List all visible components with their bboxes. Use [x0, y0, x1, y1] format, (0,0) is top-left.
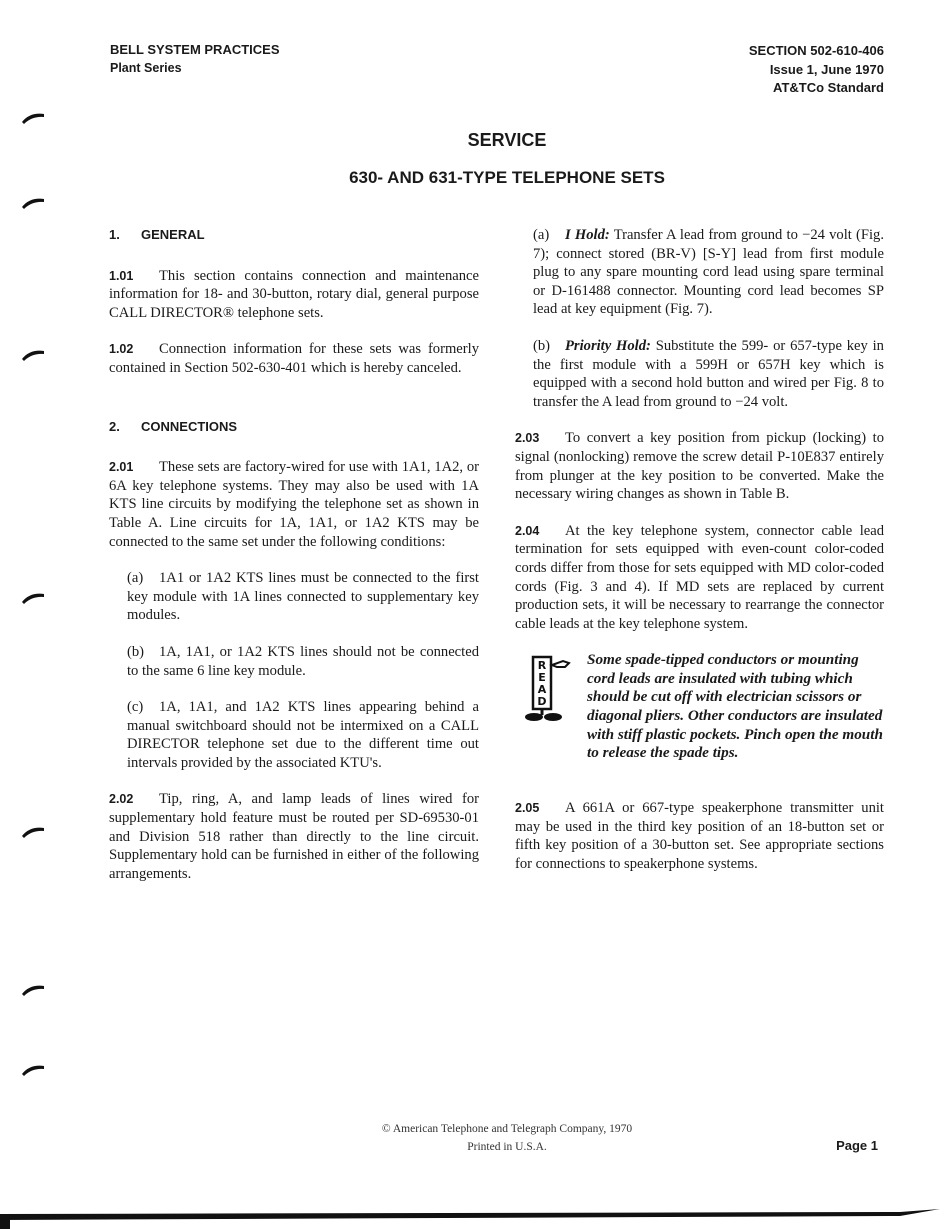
- paragraph-1-02: 1.02 Connection information for these sets was formerly contained in Section 502-630-401 which is hereby canceled.: [109, 341, 479, 376]
- section-heading-connections: 2. CONNECTIONS: [109, 418, 238, 434]
- paragraph-2-05: 2.05 A 661A or 667-type speakerphone transmitter unit may be used in the third key position of an 18-button set or fifth key position of a 30-button set. See appropriate sections for connections to speakerphone systems.: [515, 800, 884, 873]
- footer: [0, 1120, 950, 1156]
- read-letter: E: [538, 671, 546, 685]
- printed-location: Printed in U.S.A.: [467, 1141, 547, 1153]
- binder-mark: [20, 824, 48, 840]
- section-heading-general: 1. GENERAL: [109, 227, 205, 242]
- paragraph-2-01-b: (b) 1A, 1A1, or 1A2 KTS lines should not be connected to the same 6 line key module.: [127, 643, 479, 679]
- paragraph-2-02-b: (b) Priority Hold: Substitute the 599- or 657-type key in the first module with a 599H or 657H key which is equipped with a second hold button and wired per Fig. 8 to transfer the A lead from ground to −24 volt.: [533, 337, 884, 410]
- copyright-notice: © American Telephone and Telegraph Company, 1970: [381, 1123, 633, 1135]
- paragraph-2-02-a: (a) I Hold: Transfer A lead from ground to −24 volt (Fig. 7); connect stored (BR-V) [S-Y] lead from first module plug to any spare mounting cord lead using spare terminal or D-161488 connector. Mounting cord lead becomes SP lead at key equipment (Fig. 7).: [533, 227, 885, 318]
- caution-text: Some spade-tipped conductors or mounting cord leads are insulated with tubing which should be cut off with electrician scissors or diagonal pliers. Other conductors are insulated with stiff plastic pockets. Pinch open the mouth to release the spade tips.: [587, 651, 883, 762]
- caution-note: [515, 651, 884, 781]
- read-letter: R: [537, 659, 547, 673]
- binder-mark: [20, 590, 48, 606]
- paragraph-2-01-c: (c) 1A, 1A1, and 1A2 KTS lines appearing behind a manual switchboard should not be intermixed on a CALL DIRECTOR telephone set due to the different time out intervals provided by the associated KTU's.: [127, 699, 479, 771]
- binder-mark: [20, 982, 48, 998]
- left-column: [109, 226, 479, 901]
- paragraph-2-01: 2.01 These sets are factory-wired for use with 1A1, 1A2, or 6A key telephone systems. They may also be used with 1A KTS line circuits by modifying the telephone set as shown in Table A. Line circuits for 1A, 1A1, or 1A2 KTS may be connected to the same set under the following conditions:: [109, 459, 479, 550]
- section-number: SECTION 502-610-406: [748, 43, 884, 58]
- header-right: [749, 42, 884, 98]
- paragraph-1-01: 1.01 This section contains connection and maintenance information for 18- and 30-button, rotary dial, general purpose CALL DIRECTOR® telephone sets.: [109, 267, 479, 321]
- publication-series: Plant Series: [110, 61, 182, 75]
- header-left: [110, 40, 280, 78]
- publication-title: BELL SYSTEM PRACTICES: [110, 42, 280, 57]
- paragraph-2-02: 2.02 Tip, ring, A, and lamp leads of lines wired for supplementary hold feature must be routed per SD-69530-01 and Division 518 rather than directly to the line circuit. Supplementary hold can be furnished in either of the following arrangements.: [109, 791, 480, 882]
- read-caution-icon: [519, 655, 579, 725]
- paragraph-2-03: 2.03 To convert a key position from pickup (locking) to signal (nonlocking) remove the screw detail P-10E837 entirely from plunger at the key position to be converted. Make the necessary wiring changes as shown in Table B.: [515, 430, 885, 503]
- paragraph-2-04: 2.04 At the key telephone system, connector cable lead termination for sets equipped with even-count color-coded cords differ from those for sets equipped with MD color-coded cords (Fig. 3 and 4). If MD sets are replaced by current production sets, it will be necessary to rearrange the connector cable leads at the key telephone system.: [515, 522, 884, 632]
- read-letter: D: [537, 695, 547, 709]
- bottom-binding-bar: [0, 1206, 950, 1229]
- binder-mark: [20, 110, 48, 126]
- binder-mark: [20, 195, 48, 211]
- binder-mark: [20, 1062, 48, 1078]
- standard-label: AT&TCo Standard: [773, 80, 884, 95]
- paragraph-2-01-a: (a) 1A1 or 1A2 KTS lines must be connected to the first key module with 1A lines connected to supplementary key modules.: [127, 570, 479, 624]
- page-subtitle: 630- AND 631-TYPE TELEPHONE SETS: [349, 168, 665, 187]
- issue-date: Issue 1, June 1970: [769, 61, 884, 77]
- right-column: [515, 226, 884, 892]
- binder-mark: [20, 347, 48, 363]
- read-letter: A: [537, 683, 547, 697]
- page-title: SERVICE: [467, 130, 547, 150]
- page-number: Page 1: [836, 1138, 878, 1153]
